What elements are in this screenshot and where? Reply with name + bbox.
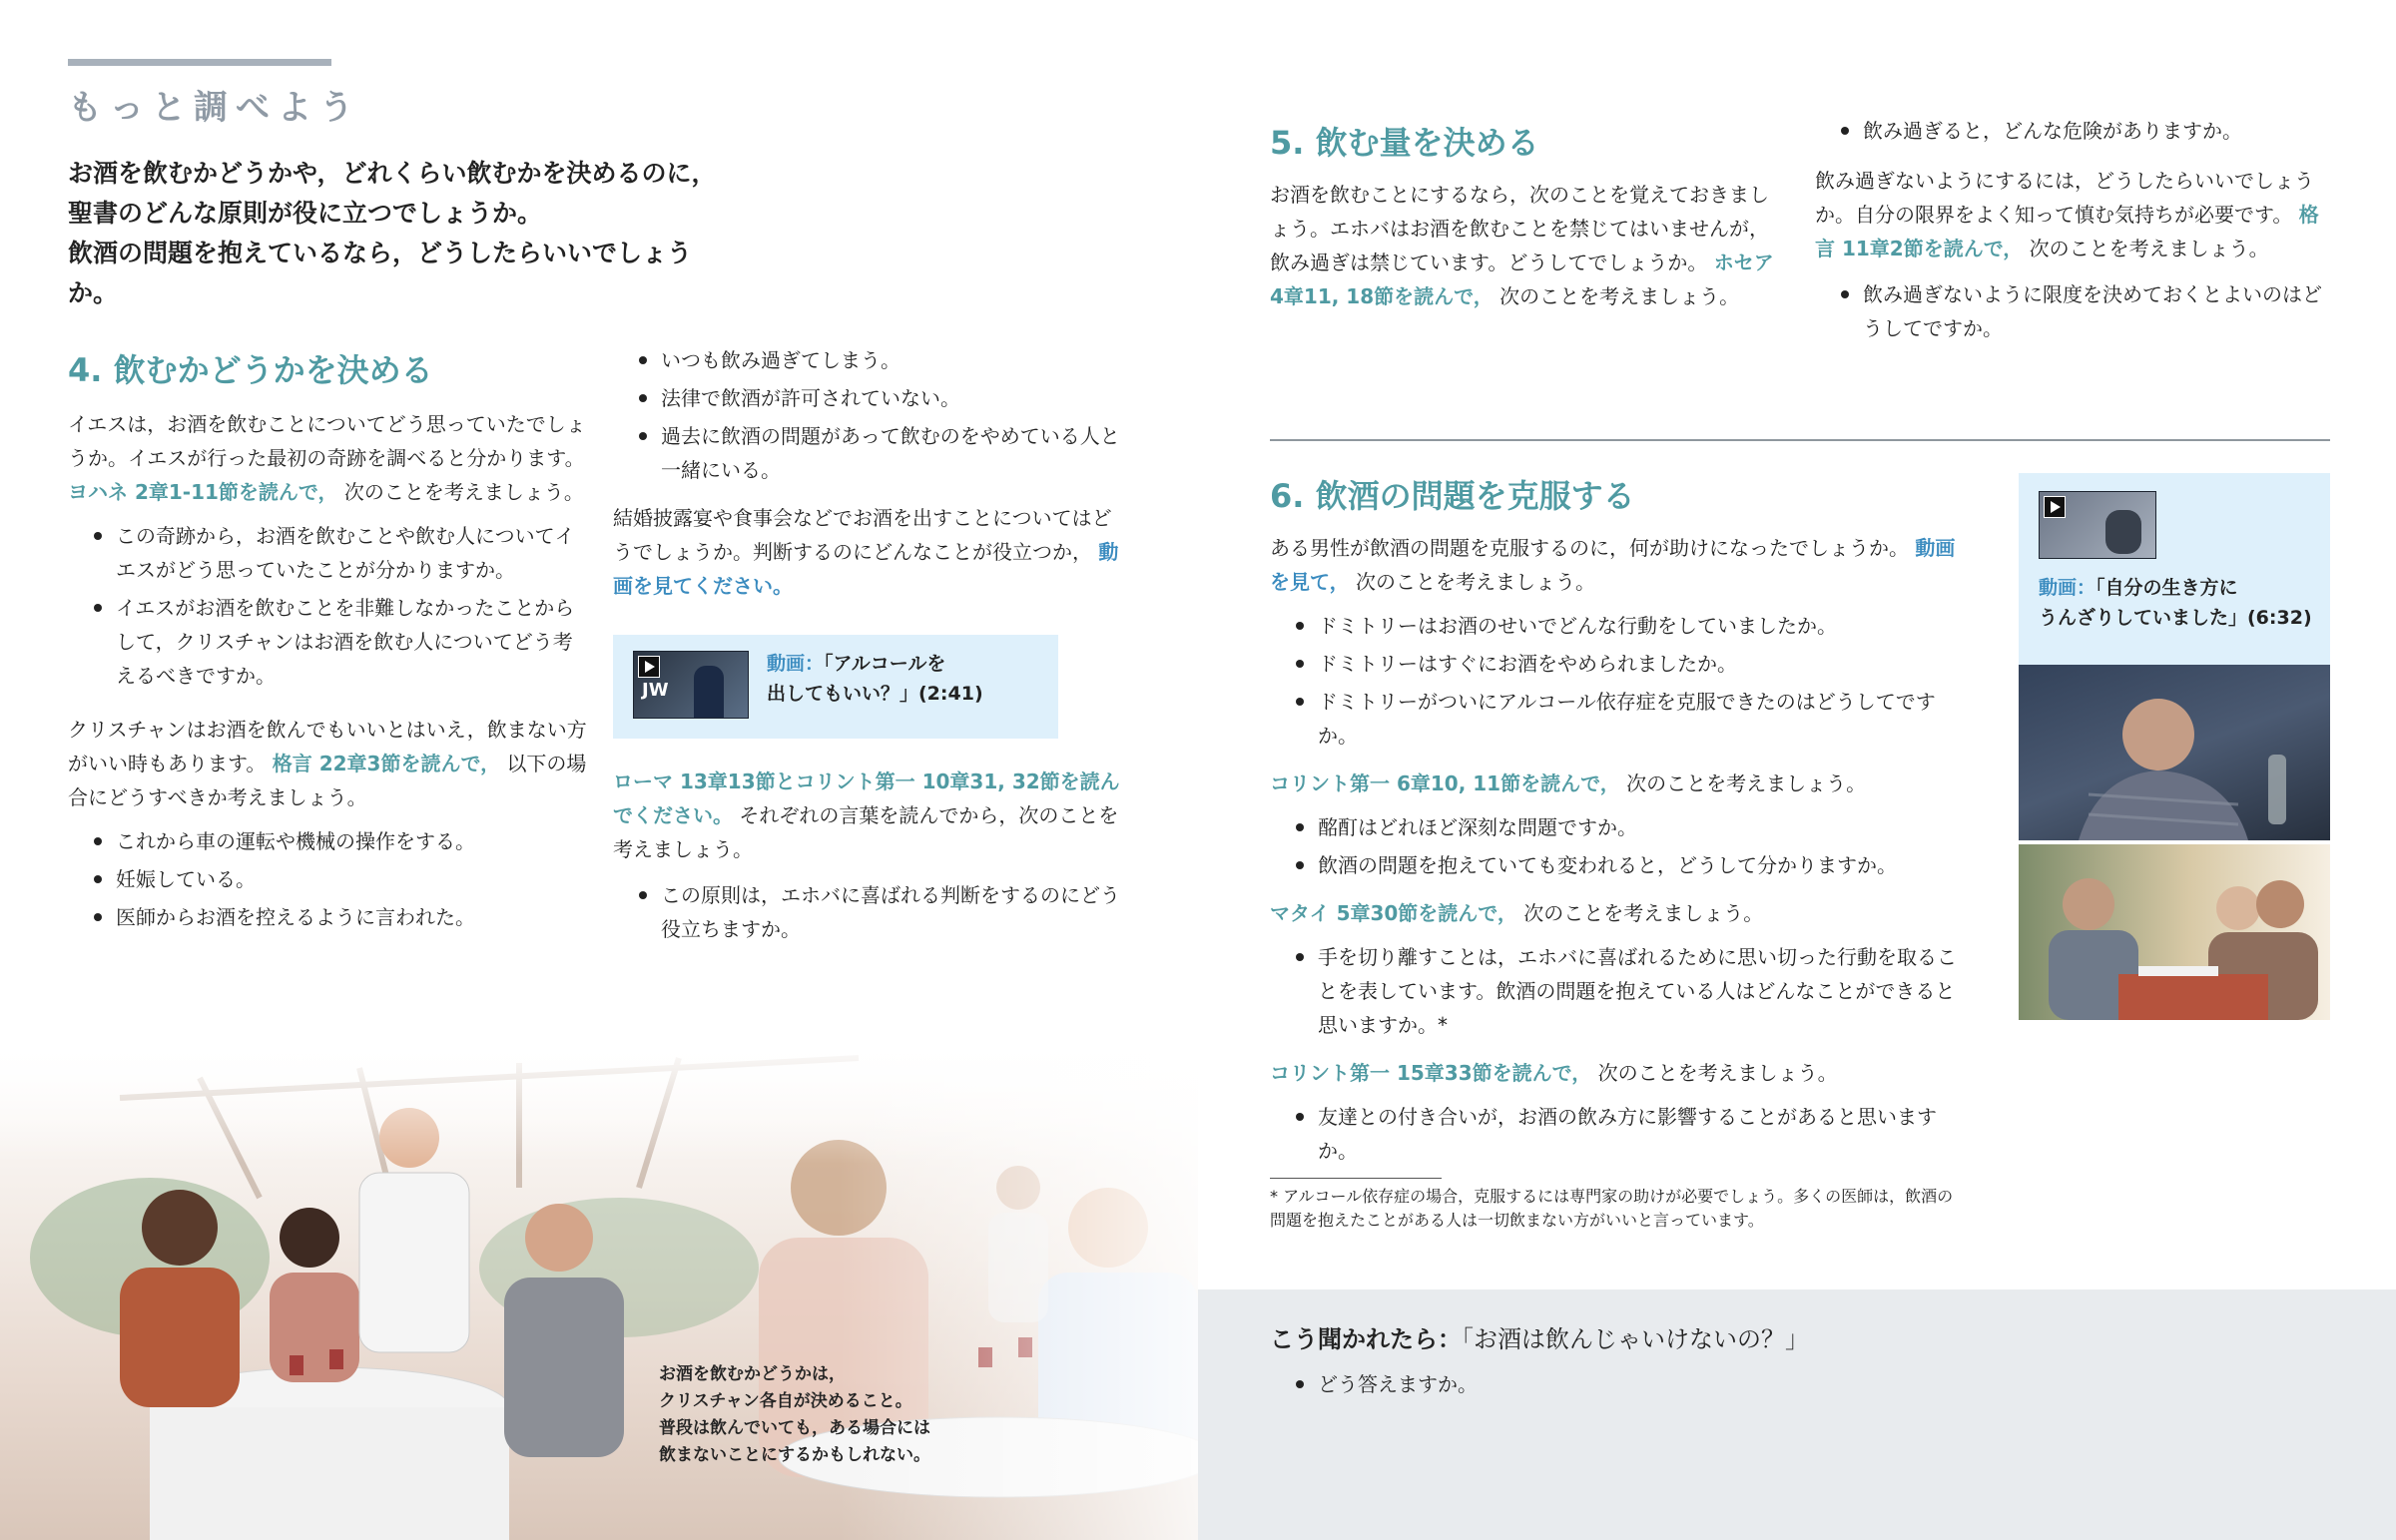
video-title-line: うんざりしていました」(6:32) <box>2039 607 2312 629</box>
scripture-ref-matthew[interactable]: マタイ 5章30節を読んで， <box>1270 901 1517 925</box>
speaker-figure <box>694 666 724 718</box>
para-text: それぞれの言葉を読んでから，次のことを考えましょう。 <box>613 803 1119 861</box>
video-box-dmitry[interactable] <box>2019 473 2330 665</box>
caption-line: 普段は飲んでいても，ある場合には <box>659 1418 930 1438</box>
section4-para4 <box>613 765 1128 866</box>
scripture-ref-romans[interactable]: ローマ 13章13節とコリント第一 10章31, 32節を読んでください。 <box>613 770 1120 827</box>
section6-ref4 <box>1270 1056 1969 1090</box>
video-thumbnail[interactable] <box>2039 491 2156 559</box>
list-item: ドミトリーはお酒のせいでどんな行動をしていましたか。 <box>1270 609 1969 643</box>
para-text: 次のことを考えましょう。 <box>1499 284 1740 308</box>
section5-bullets1 <box>1815 114 2330 148</box>
video-label: 動画： <box>767 653 825 675</box>
illustration-caption <box>659 1361 930 1469</box>
section4-bullets2 <box>68 824 587 934</box>
list-item: ドミトリーがついにアルコール依存症を克服できたのはどうしてですか。 <box>1270 685 1969 753</box>
section5-para1 <box>1270 178 1787 313</box>
section6-bullets2 <box>1270 810 1969 882</box>
list-item: この奇跡から，お酒を飲むことや飲む人についてイエスがどう思っていたことが分かりますか。 <box>68 519 587 587</box>
para-text: 次のことを考えましょう。 <box>2029 237 2269 260</box>
list-item: 酩酊はどれほど深刻な問題ですか。 <box>1270 810 1969 844</box>
list-item: イエスがお酒を飲むことを非難しなかったことからして，クリスチャンはお酒を飲む人についてどう考えるべきですか。 <box>68 591 587 693</box>
section5-para2 <box>1815 164 2330 265</box>
section6-bullets1 <box>1270 609 1969 753</box>
caption-line: 飲まないことにするかもしれない。 <box>659 1445 930 1465</box>
para-text: 飲み過ぎないようにするには，どうしたらいいでしょうか。自分の限界をよく知って慎む気持ちが必要です。 <box>1815 169 2314 227</box>
header-rule <box>68 59 331 66</box>
section5-title: 5. 飲む量を決める <box>1270 124 1539 162</box>
video-box-alcohol[interactable] <box>613 635 1058 739</box>
video-title-line <box>2039 573 2312 603</box>
section5-bullets2 <box>1815 277 2330 345</box>
ask-panel <box>1198 1289 2396 1540</box>
scripture-ref-john[interactable]: ヨハネ 2章1-11節を読んで， <box>68 480 338 504</box>
section4-para2 <box>68 713 587 814</box>
section4-para1 <box>68 407 587 509</box>
para-text: クリスチャンはお酒を飲んでもいいとはいえ，飲まない方がいい時もあります。 <box>68 718 587 775</box>
footnote-rule <box>1270 1178 1442 1179</box>
watch-video-link[interactable]: 動画を見てください。 <box>613 540 1119 598</box>
ask-bullets <box>1270 1367 1478 1401</box>
section6-ref2 <box>1270 767 1969 800</box>
list-item: 飲み過ぎないように限度を決めておくとよいのはどうしてですか。 <box>1815 277 2330 345</box>
section6-bullets3 <box>1270 940 1969 1042</box>
photo-man-drinking <box>2019 665 2330 840</box>
intro-line: 聖書のどんな原則が役に立つでしょうか。 <box>68 199 543 228</box>
video-thumbnail[interactable] <box>633 651 749 719</box>
section6-ref3 <box>1270 896 1969 930</box>
section4-title: 4. 飲むかどうかを決める <box>68 351 433 389</box>
para-text: お酒を飲むことにするなら，次のことを覚えておきましょう。エホバはお酒を飲むことを禁じてはいませんが，飲み過ぎは禁じています。どうしてでしょうか。 <box>1270 183 1769 274</box>
video-title-line <box>767 649 983 679</box>
photo-art-group <box>2019 844 2330 1020</box>
list-item: どう答えますか。 <box>1270 1367 1478 1401</box>
para-text: 次のことを考えましょう。 <box>1626 771 1867 795</box>
caption-line: クリスチャン各自が決めること。 <box>659 1391 912 1411</box>
list-item: 飲酒の問題を抱えていても変われると，どうして分かりますか。 <box>1270 848 1969 882</box>
video-title <box>767 649 983 709</box>
video-label: 動画： <box>2039 577 2096 599</box>
video-title-text: 「自分の生き方に <box>2096 577 2238 599</box>
play-icon <box>2044 496 2066 518</box>
play-icon <box>638 656 660 678</box>
list-item: 法律で飲酒が許可されていない。 <box>613 381 1128 415</box>
section4-col2 <box>613 343 1128 603</box>
section5-col1 <box>1270 178 1787 313</box>
footnote: * アルコール依存症の場合，克服するには専門家の助けが必要でしょう。多くの医師は，飲酒の問題を抱えたことがある人は一切飲まない方がいいと言っています。 <box>1270 1187 1954 1230</box>
para-text: 次のことを考えましょう。 <box>1355 570 1595 594</box>
video-title-line: 出してもいい？」(2:41) <box>767 683 983 705</box>
scripture-ref-1cor15[interactable]: コリント第一 15章33節を読んで， <box>1270 1061 1592 1085</box>
watch-video-link-2[interactable]: 動画を見て， <box>1270 536 1956 594</box>
para-text: イエスは，お酒を飲むことについてどう思っていたでしょうか。イエスが行った最初の奇跡を調べると分かります。 <box>68 412 586 470</box>
section6-title: 6. 飲酒の問題を克服する <box>1270 477 1635 515</box>
scripture-ref-proverbs-11[interactable]: 格言 11章2節を読んで， <box>1815 203 2319 260</box>
section4-col1 <box>68 407 587 934</box>
intro-line: 飲酒の問題を抱えているなら，どうしたらいいでしょうか。 <box>68 239 693 307</box>
section4-bullets4 <box>613 878 1128 946</box>
caption-line: お酒を飲むかどうかは， <box>659 1364 846 1384</box>
section4-bullets3 <box>613 343 1128 487</box>
list-item: 妊娠している。 <box>68 862 587 896</box>
list-item: 医師からお酒を控えるように言われた。 <box>68 900 587 934</box>
scripture-ref-1cor6[interactable]: コリント第一 6章10, 11節を読んで， <box>1270 771 1620 795</box>
list-item: いつも飲み過ぎてしまう。 <box>613 343 1128 377</box>
photo-study-group <box>2019 844 2330 1020</box>
video-title-text: 「アルコールを <box>824 653 946 675</box>
ask-label: こう聞かれたら： <box>1270 1325 1462 1353</box>
section6-bullets4 <box>1270 1100 1969 1168</box>
photo-art-man <box>2019 665 2330 840</box>
section4-bullets1 <box>68 519 587 693</box>
restaurant-illustration <box>0 1038 1198 1540</box>
intro-text <box>68 154 727 313</box>
para-text: 次のことを考えましょう。 <box>1523 901 1764 925</box>
para-text: 次のことを考えましょう。 <box>1597 1061 1838 1085</box>
para-text: ある男性が飲酒の問題を克服するのに，何が助けになったでしょうか。 <box>1270 536 1909 560</box>
section5-col2 <box>1815 114 2330 345</box>
jw-logo: JW <box>642 680 669 701</box>
list-item: 友達との付き合いが，お酒の飲み方に影響することがあると思いますか。 <box>1270 1100 1969 1168</box>
page-title: もっと調べよう <box>68 88 361 128</box>
section6-body <box>1270 531 1969 1233</box>
intro-line: お酒を飲むかどうかや，どれくらい飲むかを決めるのに， <box>68 159 717 188</box>
list-item: これから車の運転や機械の操作をする。 <box>68 824 587 858</box>
video-title <box>2039 573 2312 633</box>
list-item: 手を切り離すことは，エホバに喜ばれるために思い切った行動を取ることを表しています。飲酒の問題を抱えている人はどんなことができると思いますか。* <box>1270 940 1969 1042</box>
para-text: 以下の場合にどうすべきか考えましょう。 <box>68 752 587 809</box>
list-item: 過去に飲酒の問題があって飲むのをやめている人と一緒にいる。 <box>613 419 1128 487</box>
section-divider <box>1270 439 2330 441</box>
section4-col2-bottom <box>613 765 1128 946</box>
section6-para1 <box>1270 531 1969 599</box>
scripture-ref-hosea[interactable]: ホセア 4章11, 18節を読んで， <box>1270 251 1774 308</box>
list-item: この原則は，エホバに喜ばれる判断をするのにどう役立ちますか。 <box>613 878 1128 946</box>
scripture-ref-proverbs[interactable]: 格言 22章3節を読んで， <box>272 752 501 775</box>
para-text: 結婚披露宴や食事会などでお酒を出すことについてはどうでしょうか。判断するのにどんなことが役立つか， <box>613 506 1112 564</box>
man-figure <box>2105 510 2141 554</box>
para-text: 次のことを考えましょう。 <box>343 480 584 504</box>
list-item: ドミトリーはすぐにお酒をやめられましたか。 <box>1270 647 1969 681</box>
section4-para3 <box>613 501 1128 603</box>
ask-question: 「お酒は飲んじゃいけないの？」 <box>1462 1325 1809 1353</box>
list-item: 飲み過ぎると，どんな危険がありますか。 <box>1815 114 2330 148</box>
restaurant-scene-art <box>0 1038 1198 1540</box>
ask-heading <box>1270 1319 1809 1354</box>
